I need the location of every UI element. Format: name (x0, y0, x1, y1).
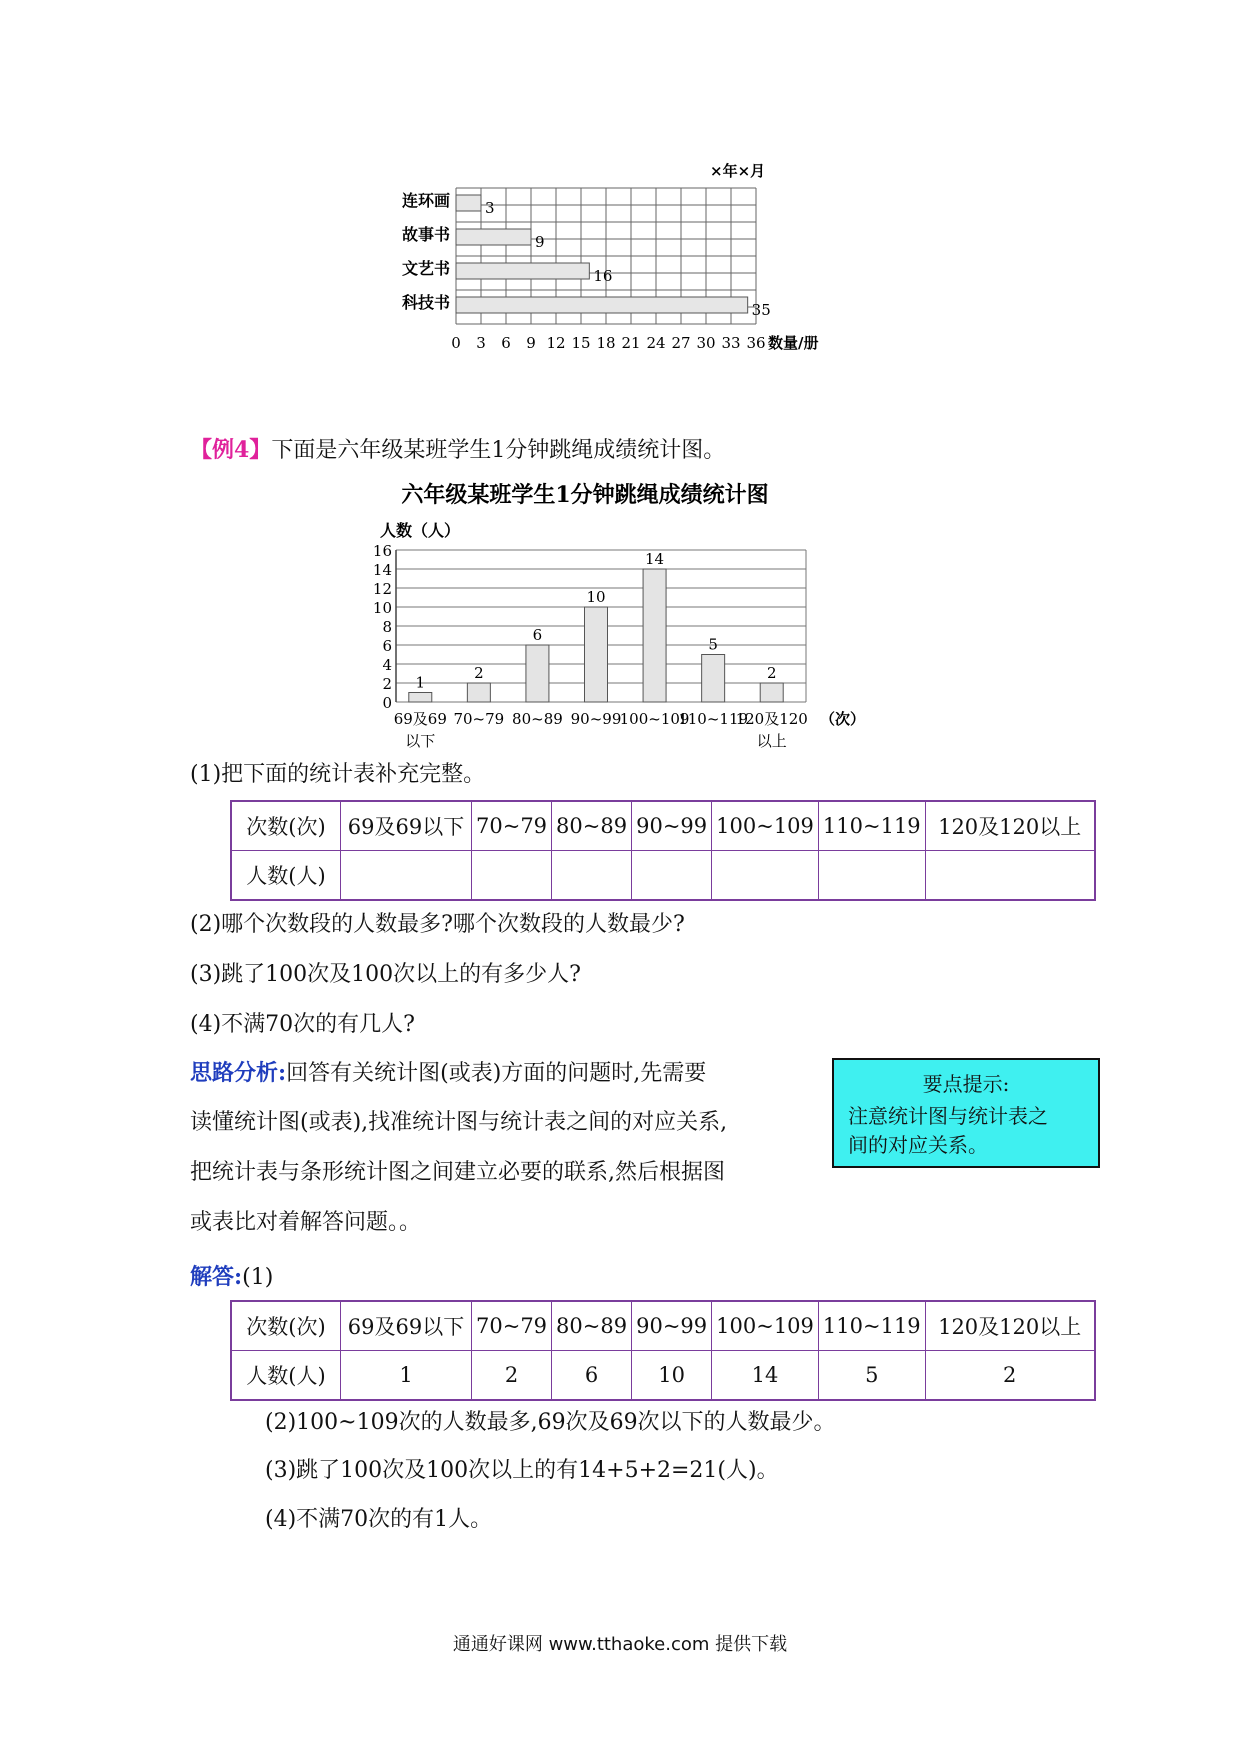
x-axis-label: 数量/册 (768, 334, 819, 352)
blank-table (230, 800, 1096, 901)
tick-label: 12 (546, 334, 566, 352)
chart-title: 六年级某班学生1分钟跳绳成绩统计图 (401, 482, 769, 508)
analysis-line-2: 读懂统计图(或表),找准统计图与统计表之间的对应关系, (190, 1110, 728, 1135)
answer-cell: 6 (552, 1351, 632, 1401)
analysis-line-1 (190, 1058, 706, 1089)
analysis-line-3: 把统计表与条形统计图之间建立必要的联系,然后根据图 (190, 1160, 725, 1185)
header-cell: 100~109 (712, 801, 819, 851)
example-heading (190, 435, 725, 466)
row-label-people: 人数(人) (231, 851, 341, 901)
data-label: 6 (532, 626, 543, 644)
bar (643, 569, 666, 702)
header-cell: 90~99 (632, 1301, 712, 1351)
answer-cell: 2 (472, 1351, 552, 1401)
tick-label: 18 (596, 334, 616, 352)
data-label: 16 (593, 267, 613, 285)
blank-cell (712, 851, 819, 901)
tip-line-1: 注意统计图与统计表之 (848, 1104, 1048, 1128)
tip-line-2: 间的对应关系。 (848, 1133, 988, 1157)
x-axis-label: （次） (820, 710, 866, 728)
answer-cell: 2 (925, 1351, 1095, 1401)
bar (760, 683, 783, 702)
tick-label: 0 (382, 694, 392, 712)
category-label: 110~119 (678, 710, 749, 728)
category-label: 文艺书 (401, 259, 450, 278)
tick-label: 0 (451, 334, 461, 352)
answer-4: (4)不满70次的有1人。 (265, 1507, 493, 1532)
y-axis-label: 人数（人） (380, 521, 461, 540)
category-label: 连环画 (401, 191, 450, 210)
blank-cell (818, 851, 925, 901)
tick-label: 21 (621, 334, 641, 352)
header-cell: 80~89 (552, 801, 632, 851)
tick-label: 15 (571, 334, 591, 352)
analysis-text-1: 回答有关统计图(或表)方面的问题时,先需要 (286, 1061, 707, 1086)
header-cell: 70~79 (472, 801, 552, 851)
row-label-people: 人数(人) (231, 1351, 341, 1401)
header-cell: 120及120以上 (925, 1301, 1095, 1351)
data-label: 2 (766, 664, 777, 682)
category-label: 科技书 (401, 293, 450, 312)
bar (585, 607, 608, 702)
tick-label: 3 (476, 334, 486, 352)
answer-label: 解答: (190, 1264, 243, 1290)
tick-label: 4 (382, 656, 392, 674)
header-cell: 70~79 (472, 1301, 552, 1351)
tick-label: 9 (526, 334, 536, 352)
tick-label: 27 (671, 334, 691, 352)
tick-label: 6 (501, 334, 511, 352)
header-cell: 69及69以下 (341, 1301, 472, 1351)
blank-cell (632, 851, 712, 901)
jump-rope-chart (360, 478, 940, 760)
analysis-label: 思路分析: (190, 1060, 287, 1086)
header-cell: 90~99 (632, 801, 712, 851)
bar (456, 229, 531, 245)
tick-label: 33 (721, 334, 741, 352)
blank-cell (925, 851, 1095, 901)
tick-label: 36 (746, 334, 766, 352)
example-text: 下面是六年级某班学生1分钟跳绳成绩统计图。 (271, 438, 726, 463)
tick-label: 2 (382, 675, 392, 693)
tick-label: 12 (372, 580, 392, 598)
category-label: 120及120 (735, 710, 808, 728)
answer-cell: 1 (341, 1351, 472, 1401)
data-label: 14 (645, 550, 665, 568)
blank-cell (552, 851, 632, 901)
row-label-count: 次数(次) (231, 801, 341, 851)
question-2: (2)哪个次数段的人数最多?哪个次数段的人数最少? (190, 912, 685, 937)
bar (456, 297, 748, 313)
data-label: 1 (415, 673, 426, 692)
answer-2: (2)100~109次的人数最多,69次及69次以下的人数最少。 (265, 1410, 836, 1435)
data-label: 3 (485, 199, 495, 217)
date-label: ×年×月 (710, 162, 766, 180)
header-cell: 69及69以下 (341, 801, 472, 851)
tick-label: 10 (372, 599, 392, 617)
answer-part-1: (1) (242, 1265, 274, 1290)
data-label: 2 (474, 664, 484, 682)
header-cell: 80~89 (552, 1301, 632, 1351)
blank-cell (341, 851, 472, 901)
answer-3: (3)跳了100次及100次以上的有14+5+2=21(人)。 (265, 1458, 779, 1483)
data-label: 5 (708, 635, 718, 654)
bar (456, 195, 481, 211)
header-cell: 110~119 (818, 1301, 925, 1351)
tick-label: 24 (646, 334, 666, 352)
category-label: 80~89 (512, 710, 563, 728)
answer-cell: 10 (632, 1351, 712, 1401)
header-cell: 110~119 (818, 801, 925, 851)
data-label: 35 (751, 301, 771, 319)
category-label: 以上 (756, 732, 787, 750)
question-4: (4)不满70次的有几人? (190, 1012, 415, 1037)
analysis-line-4: 或表比对着解答问题。。 (190, 1210, 422, 1235)
example-tag: 【例4】 (190, 437, 272, 463)
tip-box (832, 1058, 1100, 1168)
bar (456, 263, 589, 279)
tick-label: 14 (372, 561, 392, 579)
book-count-chart (380, 150, 860, 370)
bar (409, 693, 432, 703)
category-label: 69及69 (393, 710, 447, 728)
category-label: 100~109 (619, 710, 690, 728)
bar (702, 655, 725, 703)
header-cell: 100~109 (712, 1301, 819, 1351)
header-cell: 120及120以上 (925, 801, 1095, 851)
question-1: (1)把下面的统计表补充完整。 (190, 762, 486, 787)
answer-cell: 14 (712, 1351, 819, 1401)
category-label: 故事书 (401, 225, 450, 244)
bar (467, 683, 490, 702)
tip-title: 要点提示: (922, 1072, 1010, 1096)
category-label: 以下 (405, 732, 436, 750)
question-3: (3)跳了100次及100次以上的有多少人? (190, 962, 581, 987)
data-label: 10 (586, 588, 606, 606)
row-label-count: 次数(次) (231, 1301, 341, 1351)
answer-table (230, 1300, 1096, 1401)
bar (526, 645, 549, 702)
category-label: 70~79 (453, 710, 505, 728)
tick-label: 16 (372, 542, 392, 560)
tick-label: 6 (382, 637, 392, 655)
blank-cell (472, 851, 552, 901)
footer: 通通好课网 www.tthaoke.com 提供下载 (452, 1634, 788, 1655)
data-label: 9 (535, 233, 545, 251)
answer-cell: 5 (818, 1351, 925, 1401)
tick-label: 8 (382, 618, 392, 636)
answer-heading (190, 1262, 273, 1293)
tick-label: 30 (696, 334, 716, 352)
category-label: 90~99 (570, 710, 622, 728)
